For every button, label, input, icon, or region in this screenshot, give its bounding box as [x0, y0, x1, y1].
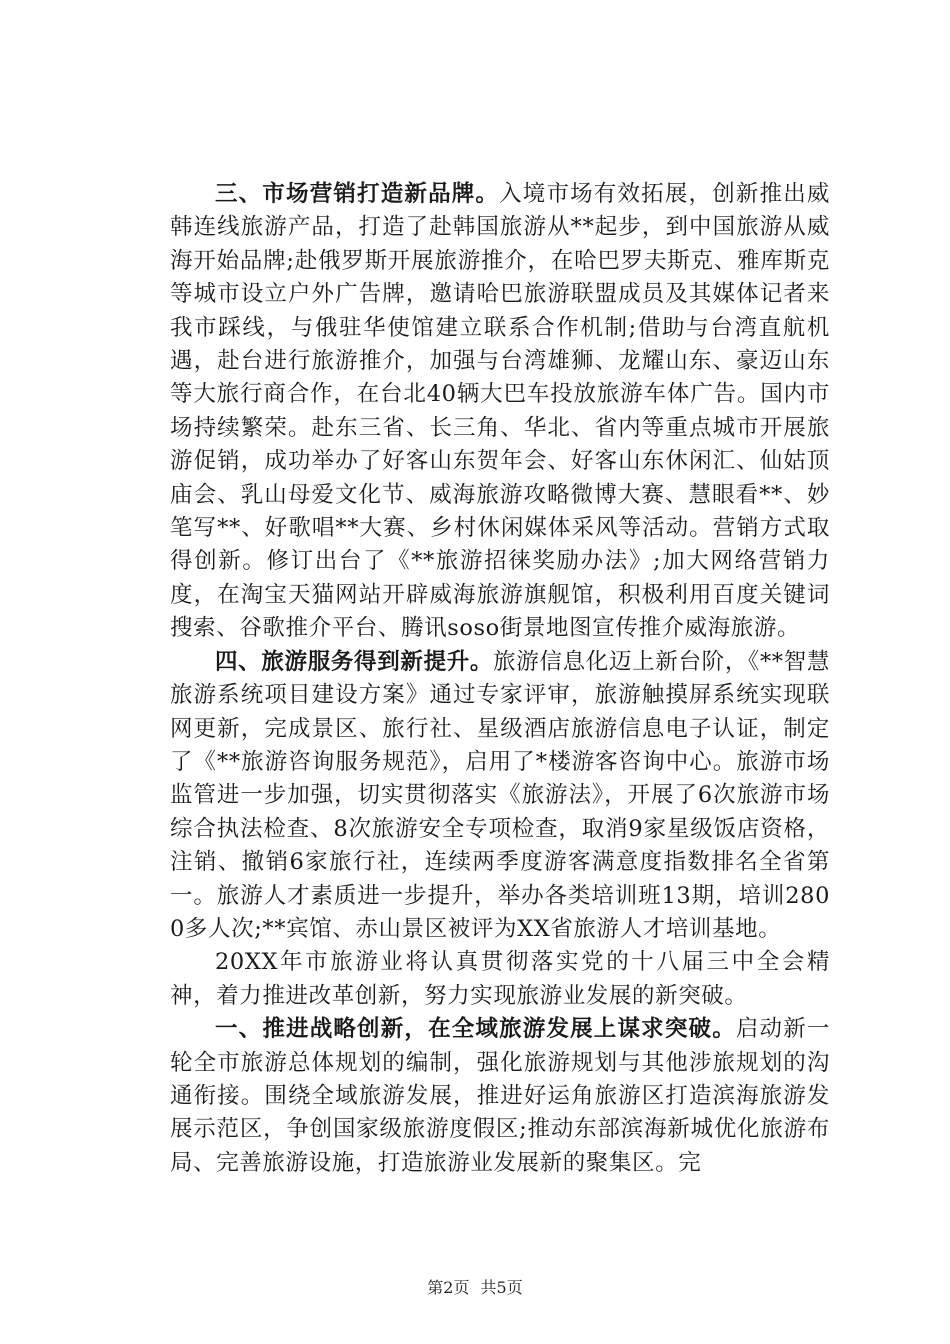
paragraph-market-marketing	[170, 178, 830, 646]
paragraph-tourism-service	[170, 646, 830, 947]
section-heading: 三、市场营销打造新品牌。	[215, 181, 500, 207]
paragraph-text: 入境市场有效拓展，创新推出威韩连线旅游产品，打造了赴韩国旅游从**起步，到中国旅游从威海开始品牌;赴俄罗斯开展旅游推介，在哈巴罗夫斯克、雅库斯克等城市设立户外广告牌，邀请哈巴旅游联盟成员及其媒体记者来我市踩线，与俄驻华使馆建立联系合作机制;借助与台湾直航机遇，赴台进行旅游推介，加强与台湾雄狮、龙耀山东、豪迈山东等大旅行商合作，在台北40辆大巴车投放旅游车体广告。国内市场持续繁荣。赴东三省、长三角、华北、省内等重点城市开展旅游促销，成功举办了好客山东贺年会、好客山东休闲汇、仙姑顶庙会、乳山母爱文化节、威海旅游攻略微博大赛、慧眼看**、妙笔写**、好歌唱**大赛、乡村休闲媒体采风等活动。营销方式取得创新。修订出台了《**旅游招徕奖励办法》;加大网络营销力度，在淘宝天猫网站开辟威海旅游旗舰馆，积极利用百度关键词搜索、谷歌推介平台、腾讯soso街景地图宣传推介威海旅游。	[170, 181, 830, 642]
paragraph-text: 20XX年市旅游业将认真贯彻落实党的十八届三中全会精神，着力推进改革创新，努力实现旅游业发展的新突破。	[170, 949, 830, 1009]
page-total: 共5页	[480, 1278, 523, 1297]
section-heading: 一、推进战略创新，在全域旅游发展上谋求突破。	[215, 1016, 736, 1043]
paragraph-text: 旅游信息化迈上新台阶，《**智慧旅游系统项目建设方案》通过专家评审，旅游触摸屏系统实现联网更新，完成景区、旅行社、星级酒店旅游信息电子认证，制定了《**旅游咨询服务规范》，启用了*楼游客咨询中心。旅游市场监管进一步加强，切实贯彻落实《旅游法》，开展了6次旅游市场综合执法检查、8次旅游安全专项检查，取消9家星级饭店资格，注销、撤销6家旅行社，连续两季度游客满意度指数排名全省第一。旅游人才素质进一步提升，举办各类培训班13期，培训2800多人次;**宾馆、赤山景区被评为XX省旅游人才培训基地。	[170, 648, 831, 942]
page-number: 第2页	[427, 1278, 470, 1297]
section-heading: 四、旅游服务得到新提升。	[215, 648, 494, 675]
paragraph-text: 启动新一轮全市旅游总体规划的编制，强化旅游规划与其他涉旅规划的沟通衔接。围绕全域旅游发展，推进好运角旅游区打造滨海旅游发展示范区，争创国家级旅游度假区;推动东部滨海新城优化旅游布局、完善旅游设施，打造旅游业发展新的聚集区。完	[170, 1016, 831, 1176]
paragraph-strategy-innovation	[170, 1013, 830, 1180]
document-body	[170, 178, 830, 1180]
page-footer	[0, 1275, 950, 1298]
paragraph-outlook	[170, 946, 830, 1013]
